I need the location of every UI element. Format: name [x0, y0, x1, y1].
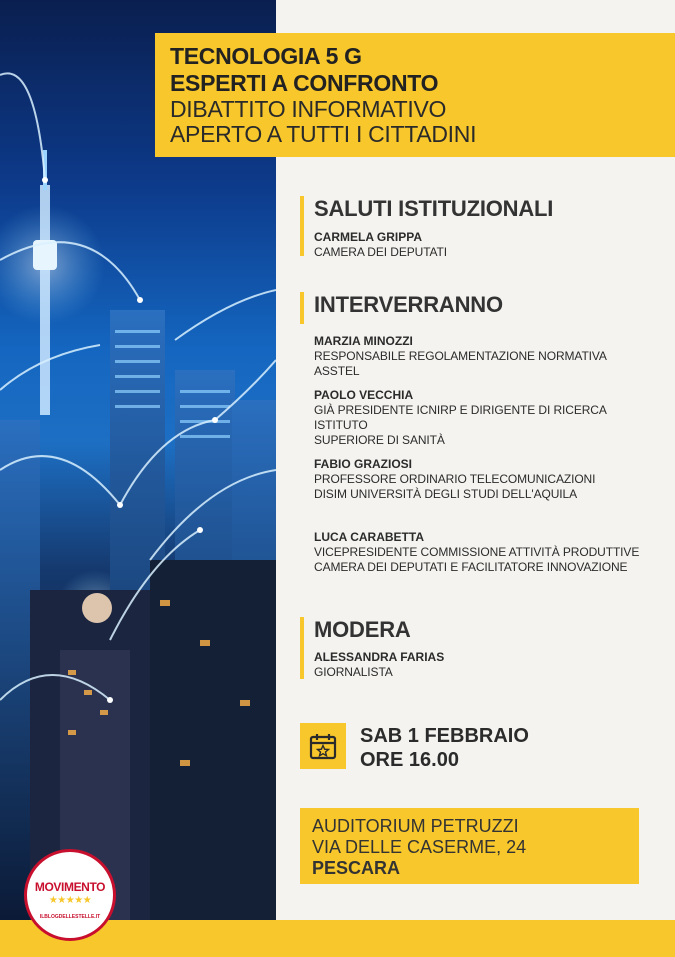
person-role: GIÀ PRESIDENTE ICNIRP E DIRIGENTE DI RICERCA ISTITUTO	[314, 403, 607, 432]
calendar-star-icon	[300, 723, 346, 769]
person-entry	[314, 650, 654, 680]
event-date: SAB 1 FEBBRAIO	[360, 725, 529, 747]
person-entry	[314, 388, 654, 448]
headline-line-1: TECNOLOGIA 5 G	[170, 43, 362, 69]
venue-city: PESCARA	[312, 858, 401, 878]
headline-line-2: ESPERTI A CONFRONTO	[170, 70, 439, 96]
person-role: CAMERA DEI DEPUTATI	[314, 245, 448, 259]
person-name: ALESSANDRA FARIAS	[314, 650, 445, 664]
person-name: FABIO GRAZIOSI	[314, 457, 413, 471]
subtitle-line-1: DIBATTITO INFORMATIVO	[170, 96, 447, 122]
person-role: DISIM UNIVERSITÀ DEGLI STUDI DELL'AQUILA	[314, 487, 578, 501]
person-role: SUPERIORE DI SANITÀ	[314, 433, 445, 447]
person-role: GIORNALISTA	[314, 665, 393, 679]
person-role: RESPONSABILE REGOLAMENTAZIONE NORMATIVA ASSTEL	[314, 349, 607, 378]
section-accent-bar	[300, 292, 304, 324]
person-name: MARZIA MINOZZI	[314, 334, 413, 348]
logo-word: MOVIMENTO	[34, 880, 106, 894]
section-accent-bar	[300, 196, 304, 256]
person-entry	[314, 530, 654, 575]
person-name: CARMELA GRIPPA	[314, 230, 422, 244]
person-name: PAOLO VECCHIA	[314, 388, 414, 402]
subtitle-line-2: APERTO A TUTTI I CITTADINI	[170, 121, 477, 147]
title-box	[155, 33, 675, 157]
section-title: SALUTI ISTITUZIONALI	[314, 196, 554, 221]
person-entry	[314, 334, 654, 379]
event-datetime	[360, 724, 529, 772]
person-entry	[314, 457, 654, 502]
person-role: PROFESSORE ORDINARIO TELECOMUNICAZIONI	[314, 472, 596, 486]
venue-address: VIA DELLE CASERME, 24	[312, 837, 527, 857]
person-name: LUCA CARABETTA	[314, 530, 424, 544]
person-entry	[314, 230, 654, 260]
venue-box	[300, 808, 639, 884]
movimento-logo	[24, 849, 116, 941]
person-role: CAMERA DEI DEPUTATI E FACILITATORE INNOVAZIONE	[314, 560, 628, 574]
person-role: VICEPRESIDENTE COMMISSIONE ATTIVITÀ PRODUTTIVE	[314, 545, 640, 559]
section-title: MODERA	[314, 617, 411, 642]
event-time: ORE 16.00	[360, 749, 459, 771]
section-accent-bar	[300, 617, 304, 679]
venue-name: AUDITORIUM PETRUZZI	[312, 816, 519, 836]
logo-stars-icon: ★★★★★	[48, 895, 92, 906]
section-title: INTERVERRANNO	[314, 292, 503, 317]
logo-url: ILBLOGDELLESTELLE.IT	[39, 914, 101, 920]
